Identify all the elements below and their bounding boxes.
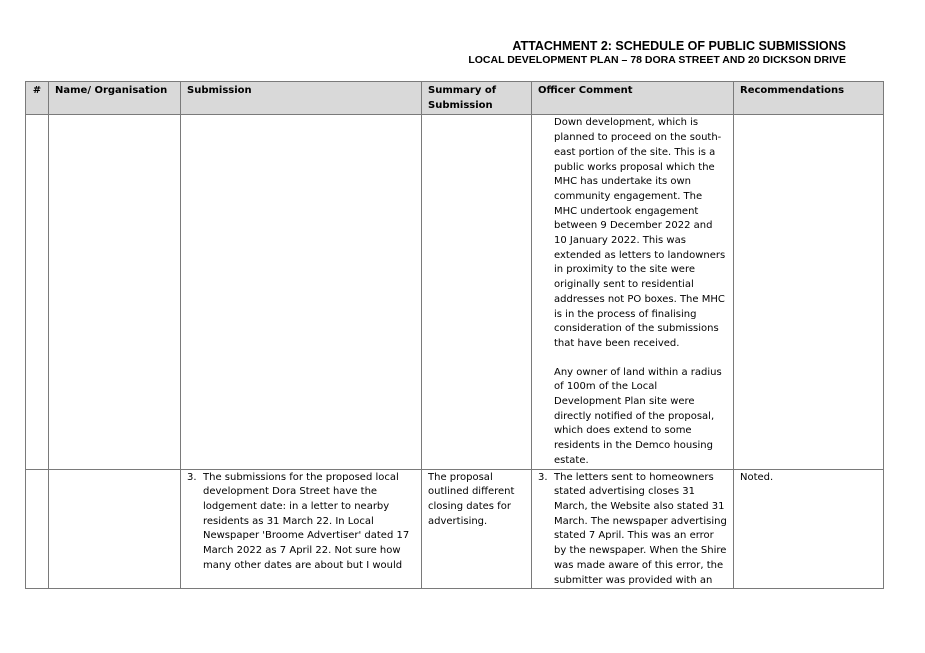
table-header-row: [26, 82, 884, 115]
cell-officer-comment: [532, 115, 734, 469]
column-header-summary: Summary of Submission: [422, 82, 532, 115]
summary-text: The proposal outlined different closing dates for advertising.: [428, 471, 515, 527]
submissions-table: [25, 81, 884, 589]
column-header-officer-comment: Officer Comment: [532, 82, 734, 115]
column-header-submission: Submission: [181, 82, 422, 115]
table-row: [26, 115, 884, 469]
submission-number: 3.: [187, 471, 197, 483]
column-header-recommendations: Recommendations: [734, 82, 884, 115]
officer-comment-text: The letters sent to homeowners stated advertising closes 31 March, the Website also stated 31 March. The newspaper advertising stated 7 April. This was an error by the newspaper. When the Shire was made aware of this error, the submitter was provided with an: [554, 471, 727, 586]
officer-comment-number: 3.: [538, 471, 548, 483]
cell-name: [49, 469, 181, 589]
cell-recommendation: [734, 469, 884, 589]
cell-number: [26, 469, 49, 589]
cell-officer-comment: [532, 469, 734, 589]
officer-comment-paragraph: Down development, which is planned to proceed on the south-east portion of the site. This is a public works proposal which the MHC has undertake its own community engagement. The MHC undertook engagement between 9 December 2022 and 10 January 2022. This was extended as letters to landowners in proximity to the site were originally sent to residential addresses not PO boxes. The MHC is in the process of finalising consideration of the submissions that have been received.: [554, 117, 726, 349]
column-header-name: Name/ Organisation: [49, 82, 181, 115]
column-header-number: #: [26, 82, 49, 115]
officer-comment-paragraph: Any owner of land within a radius of 100m of the Local Development Plan site were directly notified of the proposal, which does extend to some residents in the Demco housing estate.: [554, 366, 722, 466]
cell-summary: [422, 115, 532, 469]
submission-text: The submissions for the proposed local development Dora Street have the lodgement date: in a letter to nearby residents as 31 March 22. In Local Newspaper 'Broome Advertiser' dated 17 March 2022 as 7 April 22. Not sure how many other dates are about but I would: [203, 471, 410, 571]
recommendation-text: Noted.: [740, 471, 774, 483]
document-header: [468, 39, 846, 67]
cell-number: [26, 115, 49, 469]
table-row: [26, 469, 884, 589]
cell-submission: [181, 469, 422, 589]
cell-submission: [181, 115, 422, 469]
cell-recommendation: [734, 115, 884, 469]
document-subtitle: LOCAL DEVELOPMENT PLAN – 78 DORA STREET AND 20 DICKSON DRIVE: [468, 54, 846, 66]
cell-summary: [422, 469, 532, 589]
document-title: ATTACHMENT 2: SCHEDULE OF PUBLIC SUBMISSIONS: [512, 39, 846, 53]
cell-name: [49, 115, 181, 469]
